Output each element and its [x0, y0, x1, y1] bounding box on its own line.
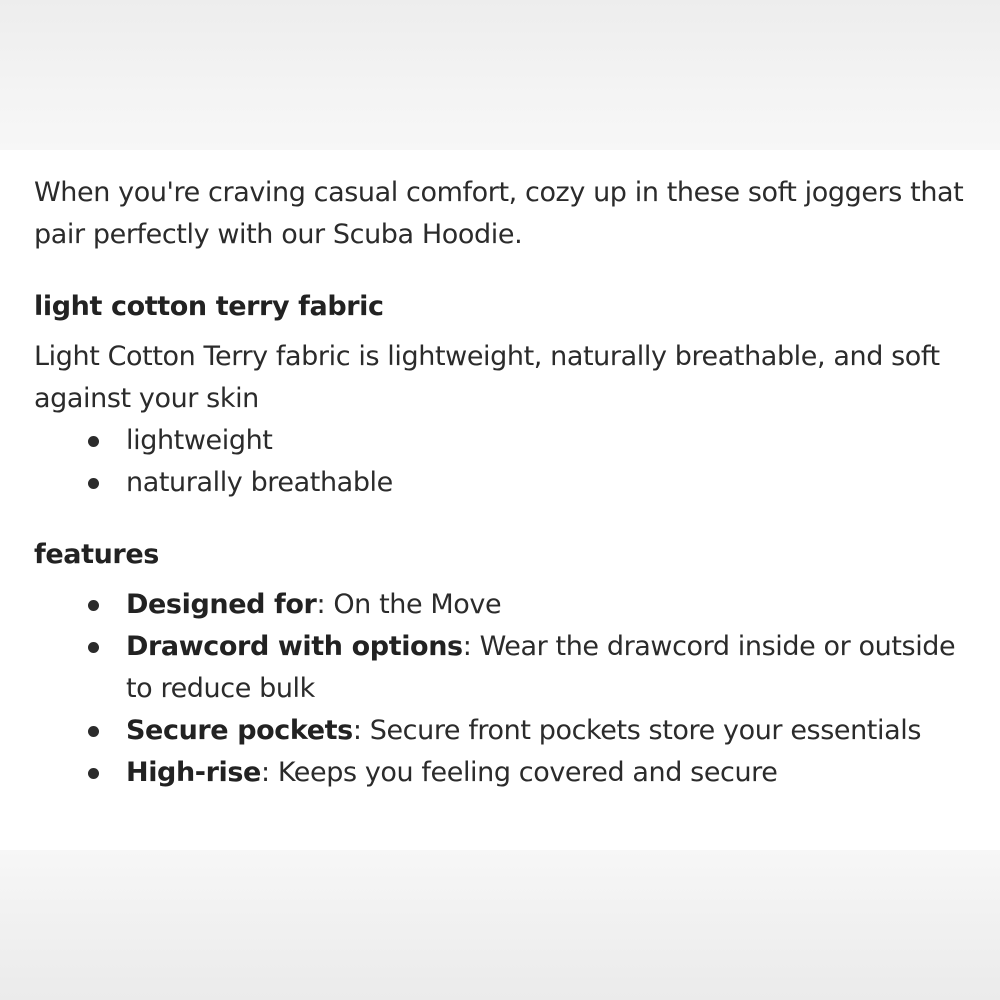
list-item: [126, 752, 970, 794]
feature-term: Secure pockets: [126, 715, 353, 746]
intro-text: When you're craving casual comfort, cozy up in these soft joggers that pair perfectly with our Scuba Hoodie.: [34, 177, 964, 250]
bullet-icon: [88, 642, 99, 653]
list-item: [126, 710, 970, 752]
features-heading: features: [34, 539, 159, 570]
top-background-band: [0, 0, 1000, 150]
bullet-icon: [88, 436, 99, 447]
feature-term: High-rise: [126, 757, 261, 788]
feature-detail: : Wear the drawcord inside or outside to reduce bulk: [126, 631, 956, 704]
feature-detail: : Secure front pockets store your essentials: [352, 715, 921, 746]
feature-detail: : Keeps you feeling covered and secure: [260, 757, 778, 788]
fabric-item-text: naturally breathable: [126, 467, 393, 498]
fabric-description: Light Cotton Terry fabric is lightweight, naturally breathable, and soft against your skin: [34, 341, 940, 414]
product-description: [0, 150, 1000, 850]
list-item: [126, 420, 970, 462]
list-item: [126, 626, 970, 710]
bullet-icon: [88, 726, 99, 737]
list-item: [126, 584, 970, 626]
bottom-background-band: [0, 850, 1000, 1000]
feature-term: Drawcord with options: [126, 631, 463, 662]
bullet-icon: [88, 478, 99, 489]
bullet-icon: [88, 600, 99, 611]
fabric-list: [34, 420, 970, 504]
fabric-item-text: lightweight: [126, 425, 273, 456]
feature-term: Designed for: [126, 589, 317, 620]
bullet-icon: [88, 768, 99, 779]
list-item: [126, 462, 970, 504]
feature-detail: : On the Move: [316, 589, 502, 620]
features-list: [34, 584, 970, 794]
fabric-heading: light cotton terry fabric: [34, 291, 384, 322]
